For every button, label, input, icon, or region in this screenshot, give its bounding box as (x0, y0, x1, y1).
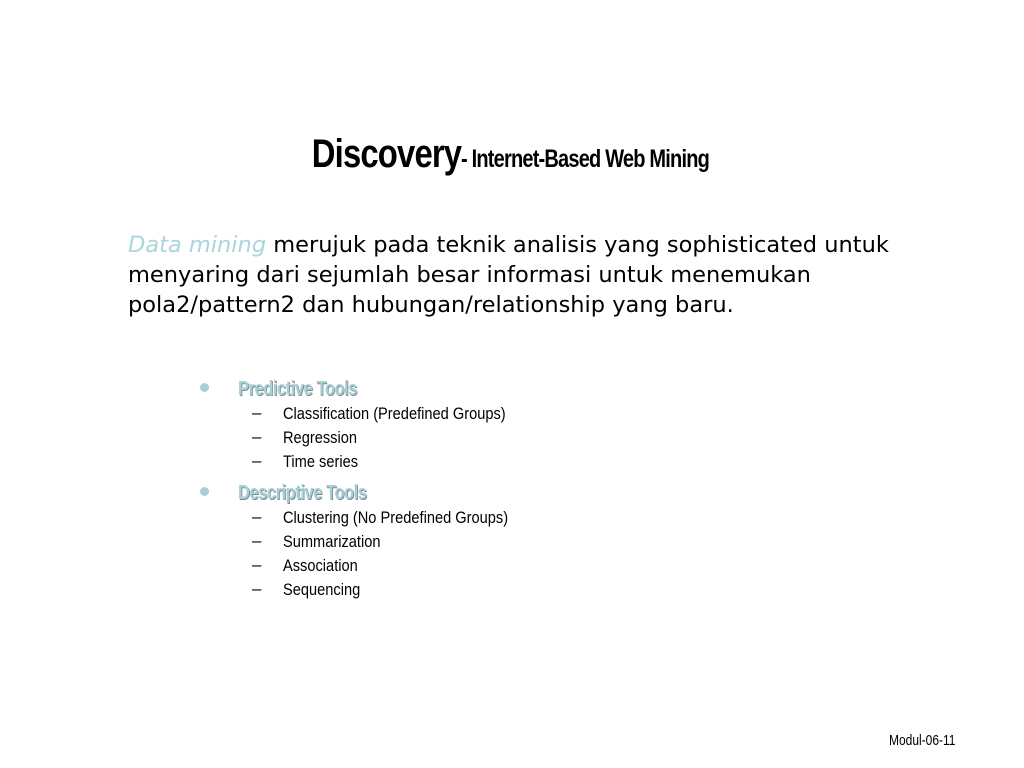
list-item-label: Association (283, 556, 358, 575)
dash-marker: – (252, 555, 262, 574)
intro-text: merujuk pada teknik analisis yang sophisticated untuk menyaring dari sejumlah besar informasi untuk menemukan pola2/pattern2 dan hubungan/relationship yang baru. (128, 232, 889, 318)
dash-marker: – (252, 451, 262, 470)
sub-list (200, 403, 800, 475)
title-subtitle: - Internet-Based Web Mining (460, 145, 709, 173)
list-item (200, 555, 800, 579)
list-item (200, 579, 800, 603)
list-item-label: Clustering (No Predefined Groups) (283, 508, 509, 527)
intro-paragraph (128, 230, 928, 320)
list-item-label: Sequencing (283, 580, 361, 599)
tools-list (200, 378, 800, 610)
bullet-icon (200, 487, 209, 496)
dash-marker: – (252, 579, 262, 598)
slide-title (0, 132, 1024, 177)
tool-group-predictive (200, 378, 800, 475)
list-item-label: Time series (283, 452, 359, 471)
title-main: Discovery (311, 132, 462, 176)
list-item (200, 531, 800, 555)
dash-marker: – (252, 403, 262, 422)
list-item (200, 403, 800, 427)
dash-marker: – (252, 531, 262, 550)
group-label: Descriptive Tools (238, 482, 367, 504)
group-header (200, 482, 800, 507)
group-label: Predictive Tools (238, 378, 357, 400)
list-item (200, 451, 800, 475)
tool-group-descriptive (200, 482, 800, 603)
slide-footer: Modul-06-11 (889, 732, 956, 749)
sub-list (200, 507, 800, 603)
group-header (200, 378, 800, 403)
dash-marker: – (252, 507, 262, 526)
list-item-label: Summarization (283, 532, 381, 551)
list-item (200, 507, 800, 531)
intro-emphasis: Data mining (128, 232, 267, 258)
list-item (200, 427, 800, 451)
list-item-label: Classification (Predefined Groups) (283, 404, 506, 423)
list-item-label: Regression (283, 428, 357, 447)
bullet-icon (200, 383, 209, 392)
dash-marker: – (252, 427, 262, 446)
